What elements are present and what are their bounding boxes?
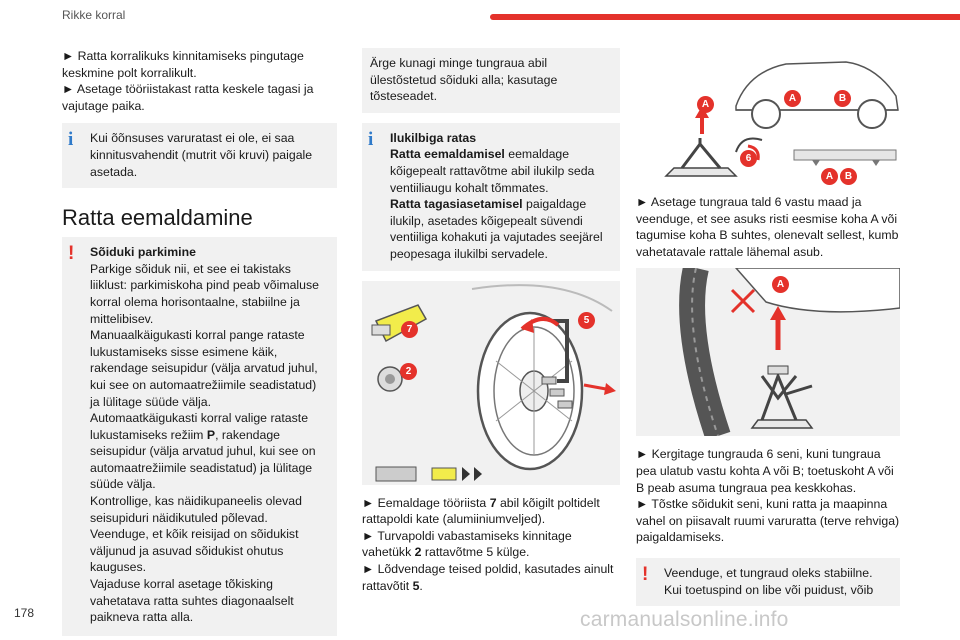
- wheel-removal-illustration: [362, 281, 620, 485]
- info-icon: i: [68, 129, 74, 151]
- step-attach-adapter: ► Turvapoldi vabastamiseks kinnitage vahetükk 2 rattavõtme 5 külge.: [362, 528, 572, 560]
- column-3: [636, 48, 900, 606]
- info-hubcap-line2-bold: Ratta tagasiasetamisel: [390, 197, 523, 212]
- steps-col2: [362, 495, 620, 595]
- warning-title: Sõiduki parkimine: [90, 245, 196, 260]
- label-2: 2: [400, 363, 417, 380]
- label-5: 5: [578, 312, 595, 329]
- label-6: 6: [740, 150, 757, 167]
- jack-lift-illustration: [636, 268, 900, 436]
- label-7: 7: [401, 321, 418, 338]
- info-hubcap-title: Ilukilbiga ratas: [390, 130, 477, 145]
- label-a-lift: A: [772, 276, 789, 293]
- warning-line-4: Kontrollige, kas näidikupaneelis olevad seisupiduri näidikutuled põlevad.: [90, 494, 302, 525]
- info-box-spare-wheel: [62, 123, 337, 188]
- label-b-car: B: [834, 90, 851, 107]
- info-hubcap-line1: [370, 146, 612, 196]
- header-title: Rikke korral: [62, 8, 126, 22]
- column-2: [362, 48, 620, 594]
- box-jack-warning: [362, 48, 620, 113]
- jack-lift-figure: [636, 268, 900, 436]
- header-accent-bar: [490, 14, 960, 20]
- warning-line-3: [70, 410, 329, 493]
- info-hubcap-line1-rest: eemaldage kõigepealt rattavõtme abil ilukilp seda ventiiliaugu kohalt tõmmates.: [390, 147, 595, 195]
- step-lift-vehicle: ► Tõstke sõidukit seni, kuni ratta ja maapinna vahel on piisavalt ruumi varuratta (terve rehviga) paigaldamiseks.: [636, 497, 900, 545]
- paragraph-toolbox: ► Asetage tööriistakast ratta keskele tagasi ja vajutage paika.: [62, 82, 314, 113]
- info-hubcap-line2-rest: paigaldage ilukilp, asetades kõigepealt süvendi ventiiliga kohakuti ja vajutades seejärel peopesaga ilukilbi servadele.: [390, 197, 603, 261]
- warning-icon: !: [68, 243, 75, 265]
- info-icon: i: [368, 128, 374, 150]
- column-1: [62, 48, 337, 636]
- jack-position-illustration: [636, 48, 900, 186]
- step-loosen-bolts: ► Lõdvendage teised poldid, kasutades ainult rattavõtit 5.: [362, 561, 614, 593]
- info-hubcap-line2: [370, 196, 612, 262]
- label-a-car: A: [784, 90, 801, 107]
- warning-line-3-mode: P: [206, 427, 216, 442]
- info-hubcap-line1-bold: Ratta eemaldamisel: [390, 147, 505, 162]
- paragraph-tighten-bolt: ► Ratta korralikuks kinnitamiseks pingutage keskmine polt korralikult.: [62, 49, 304, 80]
- warning-box-parking: [62, 237, 337, 636]
- warning-box-stability: [636, 558, 900, 606]
- section-title: Ratta eemaldamine: [62, 205, 253, 231]
- jack-position-figure: [636, 48, 900, 186]
- warning-line-6: Vajaduse korral asetage tõkisking vahetatava ratta suhtes diagonaalselt paikneva ratta alla.: [90, 577, 294, 625]
- watermark: carmanualsonline.info: [580, 608, 789, 631]
- warning-line-5: Veenduge, et kõik reisijad on sõidukist väljunud ja asuvad sõidukist ohutus kauguses.: [90, 527, 299, 575]
- info-box-text: Kui õõnsuses varuratast ei ole, ei saa kinnitusvahendit (mutrit või kruvi) paigale asetada.: [90, 131, 313, 179]
- box-jack-warning-text: Ärge kunagi minge tungraua abil ülestõstetud sõiduki alla; kasutage tõsteseadet.: [370, 56, 558, 104]
- page-number: 178: [14, 606, 35, 620]
- warning-line-2: Manuaalkäigukasti korral pange rataste lukustamiseks sisse esimene käik, rakendage seisupidur (välja arvatud juhul, kui see on automaatrežiimile seadistatud) ja lülitage süüde välja.: [90, 328, 318, 409]
- warning-line-3b: , rakendage seisupidur (välja arvatud juhul, kui see on automaatrežiimile seadistatud) ja lülitage süüde välja.: [90, 427, 316, 492]
- step-place-jack: ► Asetage tungraua tald 6 vastu maad ja veenduge, et see asuks risti eesmise koha A või tagumise koha B suhtes, olenevalt sellest, kumb vahetatavale rattale lähemal asub.: [636, 195, 899, 259]
- label-a-jack: A: [697, 96, 714, 113]
- label-a-sill: A: [821, 168, 838, 185]
- warning-stability-text: Veenduge, et tungraud oleks stabiilne. Kui toetuspind on libe või puidust, võib: [664, 565, 874, 597]
- step-raise-jack: ► Kergitage tungrauda 6 seni, kuni tungraua pea ulatub vastu kohta A või B; toetuskoht A või B peab asuma tungraua pea keskkohas.: [636, 447, 894, 495]
- info-box-hubcap: [362, 123, 620, 271]
- wheel-removal-figure: [362, 281, 620, 485]
- step-remove-cap: ► Eemaldage tööriista 7 abil kõigilt poltidelt rattapoldi kate (alumiiniumveljed).: [362, 495, 600, 527]
- warning-line-1: Parkige sõiduk nii, et see ei takistaks liiklust: parkimiskoha pind peab võimaluse korral olema horisontaalne, stabiilne ja mittelibisev.: [90, 261, 319, 326]
- warning-icon: !: [642, 563, 649, 585]
- label-b-sill: B: [840, 168, 857, 185]
- warning-line-3a: Automaatkäigukasti korral valige rataste lukustamiseks režiim: [90, 411, 309, 442]
